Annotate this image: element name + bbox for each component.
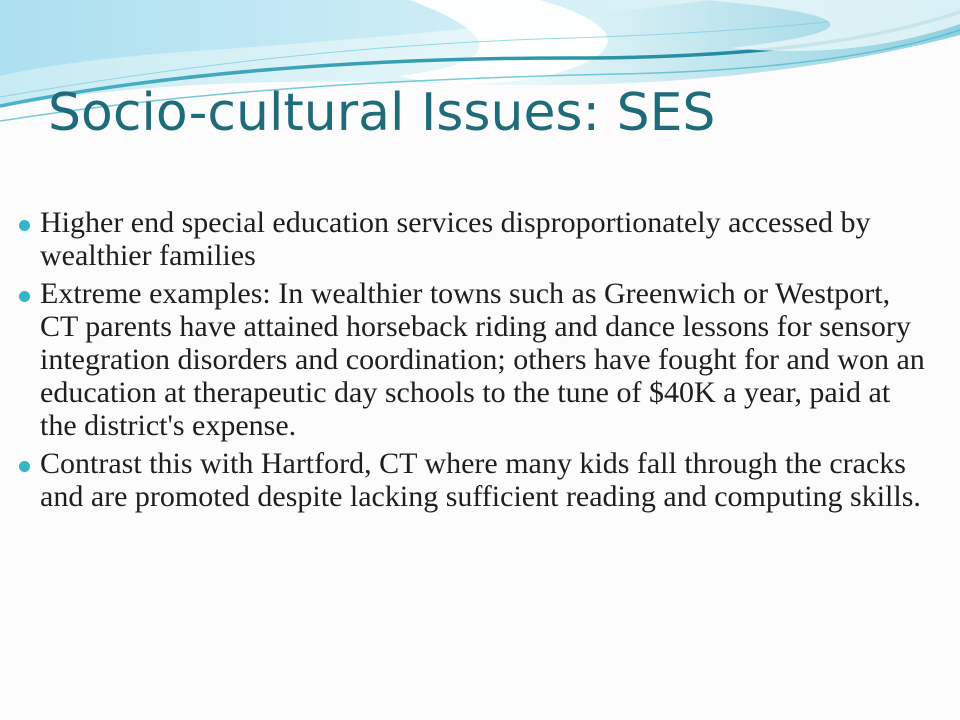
bullet-dot-icon [19,220,30,231]
bullet-text: Contrast this with Hartford, CT where many kids fall through the cracks and are promoted despite lacking sufficient reading and computing skills. [40,447,921,513]
bullet-dot-icon [19,291,30,302]
bullet-item [40,206,932,272]
bullet-list [40,206,932,518]
bullet-dot-icon [19,461,30,472]
slide-title: Socio-cultural Issues: SES [48,83,716,143]
bullet-item [40,277,932,442]
bullet-item [40,447,932,513]
bullet-text: Extreme examples: In wealthier towns such as Greenwich or Westport, CT parents have attained horseback riding and dance lessons for sensory integration disorders and coordination; others have fought for and won an education at therapeutic day schools to the tune of $40K a year, paid at the district's expense. [40,277,925,442]
bullet-text: Higher end special education services disproportionately accessed by wealthier families [40,206,871,272]
